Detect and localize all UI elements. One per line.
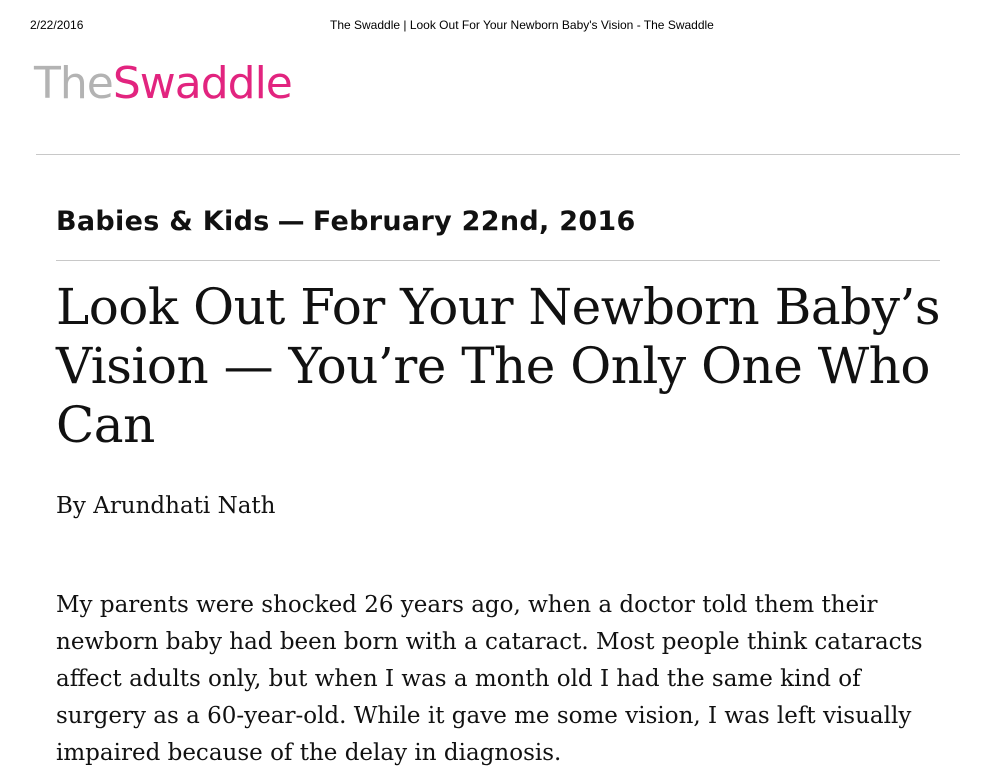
body-line: My parents were shocked 26 years ago, when a doctor told them their: [56, 592, 878, 618]
print-header: [0, 18, 997, 34]
article-body-paragraph: [56, 587, 946, 772]
article-byline: By Arundhati Nath: [56, 493, 276, 519]
body-line: surgery as a 60-year-old. While it gave me some vision, I was left visually: [56, 703, 912, 729]
print-date: 2/22/2016: [30, 18, 84, 32]
category-link[interactable]: Babies & Kids: [56, 206, 270, 237]
header-divider: [36, 154, 960, 155]
kicker-divider: [56, 260, 940, 261]
kicker-separator: —: [277, 206, 305, 237]
article-kicker: [56, 206, 636, 237]
logo-text-swaddle: Swaddle: [112, 58, 292, 109]
print-page-title: The Swaddle | Look Out For Your Newborn Baby's Vision - The Swaddle: [330, 18, 714, 32]
logo-text-the: The: [34, 58, 113, 109]
article-date: February 22nd, 2016: [312, 206, 636, 237]
body-line: newborn baby had been born with a cataract. Most people think cataracts: [56, 629, 923, 655]
article-headline: Look Out For Your Newborn Baby’s Vision — You’re The Only One Who Can: [56, 278, 940, 454]
body-line: affect adults only, but when I was a month old I had the same kind of: [56, 666, 861, 692]
site-logo[interactable]: [34, 58, 292, 109]
body-line: impaired because of the delay in diagnosis.: [56, 740, 562, 766]
